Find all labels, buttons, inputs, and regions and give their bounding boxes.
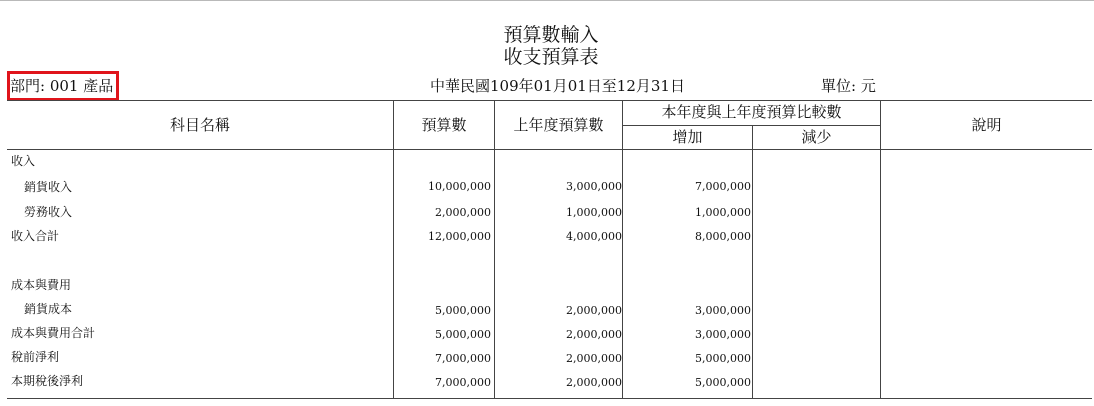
cell-increase: 1,000,000 — [695, 206, 751, 219]
col-divider-decrease — [752, 125, 753, 398]
header-budget: 預算數 — [421, 116, 467, 134]
report-title: 預算數輸入 — [503, 24, 599, 46]
row-label: 成本與費用合計 — [11, 326, 96, 340]
table-bottom-border — [7, 398, 1092, 399]
row-label: 本期稅後淨利 — [11, 374, 84, 388]
row-label: 稅前淨利 — [11, 350, 60, 364]
currency-unit: 單位: 元 — [821, 77, 876, 95]
row-label: 勞務收入 — [24, 205, 73, 219]
cell-prev-budget: 2,000,000 — [566, 376, 622, 389]
cell-prev-budget: 3,000,000 — [566, 180, 622, 193]
cell-budget: 12,000,000 — [428, 230, 491, 243]
cell-budget: 7,000,000 — [435, 376, 491, 389]
cell-increase: 5,000,000 — [695, 352, 751, 365]
cell-prev-budget: 1,000,000 — [566, 206, 622, 219]
cell-budget: 5,000,000 — [435, 328, 491, 341]
cell-increase: 3,000,000 — [695, 328, 751, 341]
report-period: 中華民國109年01月01日至12月31日 — [430, 77, 685, 95]
report-subtitle: 收支預算表 — [503, 46, 599, 68]
col-divider-note — [880, 100, 881, 398]
row-label: 成本與費用 — [11, 278, 72, 292]
cell-budget: 7,000,000 — [435, 352, 491, 365]
row-label: 收入合計 — [11, 229, 60, 243]
header-bottom-border — [7, 149, 1092, 150]
department-label: 部門: 001 產品 — [10, 77, 114, 95]
header-account: 科目名稱 — [169, 116, 230, 134]
header-decrease: 減少 — [801, 128, 832, 146]
cell-increase: 3,000,000 — [695, 304, 751, 317]
cell-increase: 5,000,000 — [695, 376, 751, 389]
cell-increase: 8,000,000 — [695, 230, 751, 243]
row-label: 收入 — [11, 154, 36, 168]
cell-budget: 5,000,000 — [435, 304, 491, 317]
header-increase: 增加 — [672, 128, 703, 146]
header-prev-budget: 上年度預算數 — [513, 116, 604, 134]
header-comparison: 本年度與上年度預算比較數 — [661, 103, 842, 121]
row-label: 銷貨成本 — [24, 302, 73, 316]
cell-budget: 10,000,000 — [428, 180, 491, 193]
header-note: 說明 — [971, 116, 1002, 134]
row-label: 銷貨收入 — [24, 180, 73, 194]
table-top-border — [7, 100, 1092, 101]
cell-budget: 2,000,000 — [435, 206, 491, 219]
cell-prev-budget: 4,000,000 — [566, 230, 622, 243]
cell-prev-budget: 2,000,000 — [566, 328, 622, 341]
cell-increase: 7,000,000 — [695, 180, 751, 193]
cell-prev-budget: 2,000,000 — [566, 304, 622, 317]
cell-prev-budget: 2,000,000 — [566, 352, 622, 365]
